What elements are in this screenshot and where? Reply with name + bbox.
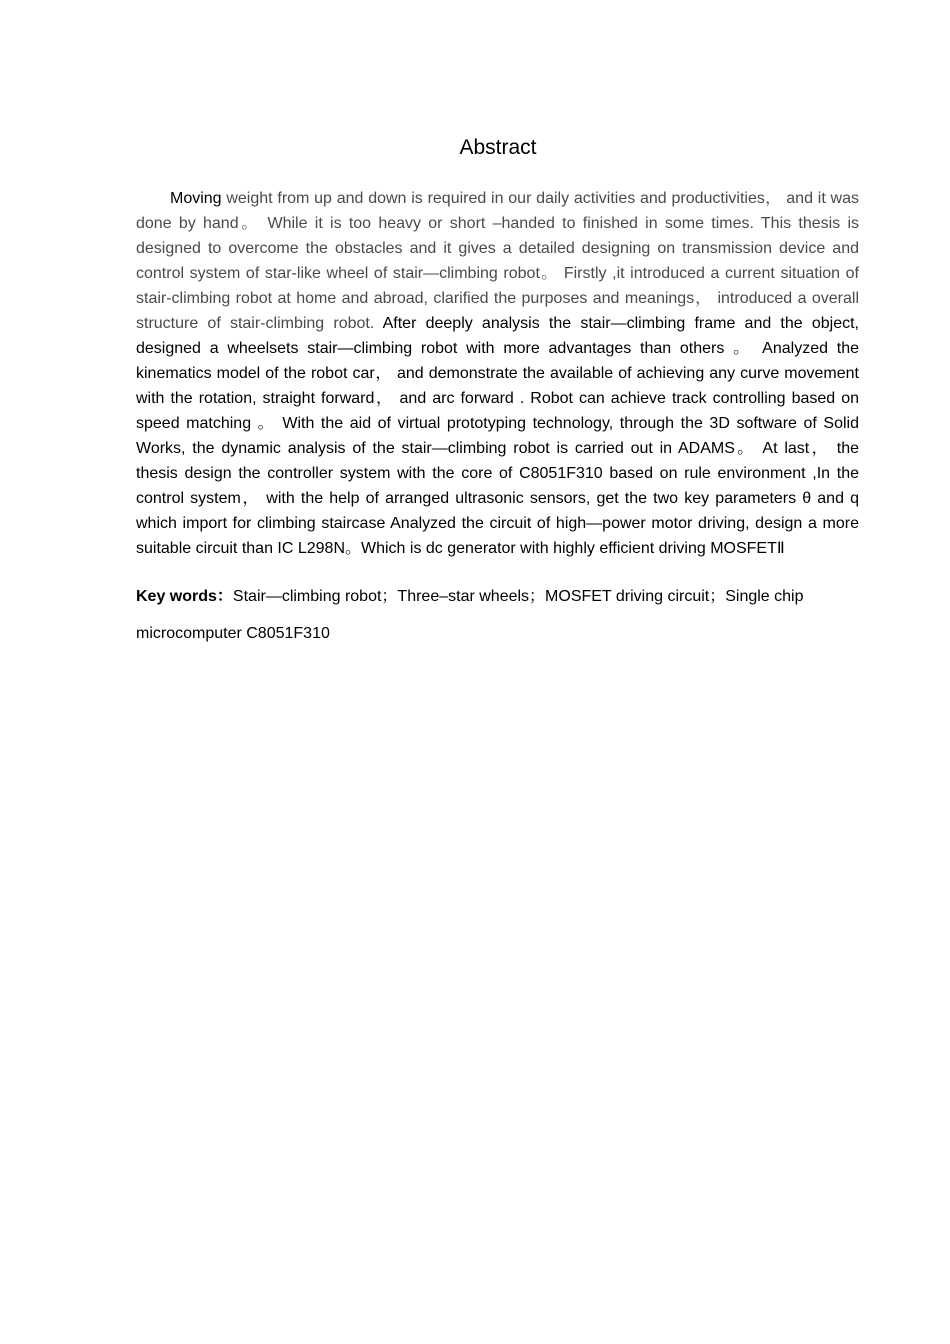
abstract-title: Abstract — [459, 136, 537, 159]
keywords-list: Stair—climbing robot；Three–star wheels；MOSFET driving circuit；Single chip — [232, 588, 804, 605]
abstract-text-dark: After deeply analysis the stair—climbing frame and the object, designed a wheelsets stair—climbing robot with more advantages than others 。 Analyzed the kinematics model of the robot car， and demonstrate the available of achieving any curve movement with the rotation, straight forward， and arc forward . Robot can achieve track controlling based on speed matching 。 With the aid of virtual prototyping technology, through the 3D software of Solid Works, the dynamic analysis of the stair—climbing robot is carried out in ADAMS。 At last， the thesis design the controller system with the core of C8051F310 based on rule environment ,In the control system， with the help of arranged ultrasonic sensors, get the two key parameters θ and q which import for climbing staircase Analyzed the circuit of high—power motor driving, design a more suitable circuit than IC L298N。Which is dc generator with highly efficient driving MOSFETⅡ — [136, 315, 860, 557]
abstract-paragraph — [136, 186, 859, 561]
abstract-text-gray: weight from up and down is required in our daily activities and productivities， and it was done by hand。 While it is too heavy or short –handed to finished in some times. This thesis is designed to overcome the obstacles and it gives a detailed designing on transmission device and control system of star-like wheel of stair—climbing robot。 Firstly ,it introduced a current situation of stair-climbing robot at home and abroad, clarified the purposes and meanings， introduced a overall structure of stair-climbing robot. — [136, 190, 859, 332]
keywords-continuation: microcomputer C8051F310 — [136, 625, 330, 642]
keywords-label: Key words： — [136, 588, 233, 605]
abstract-lead-word: Moving — [170, 190, 222, 207]
keywords-line — [136, 584, 859, 609]
